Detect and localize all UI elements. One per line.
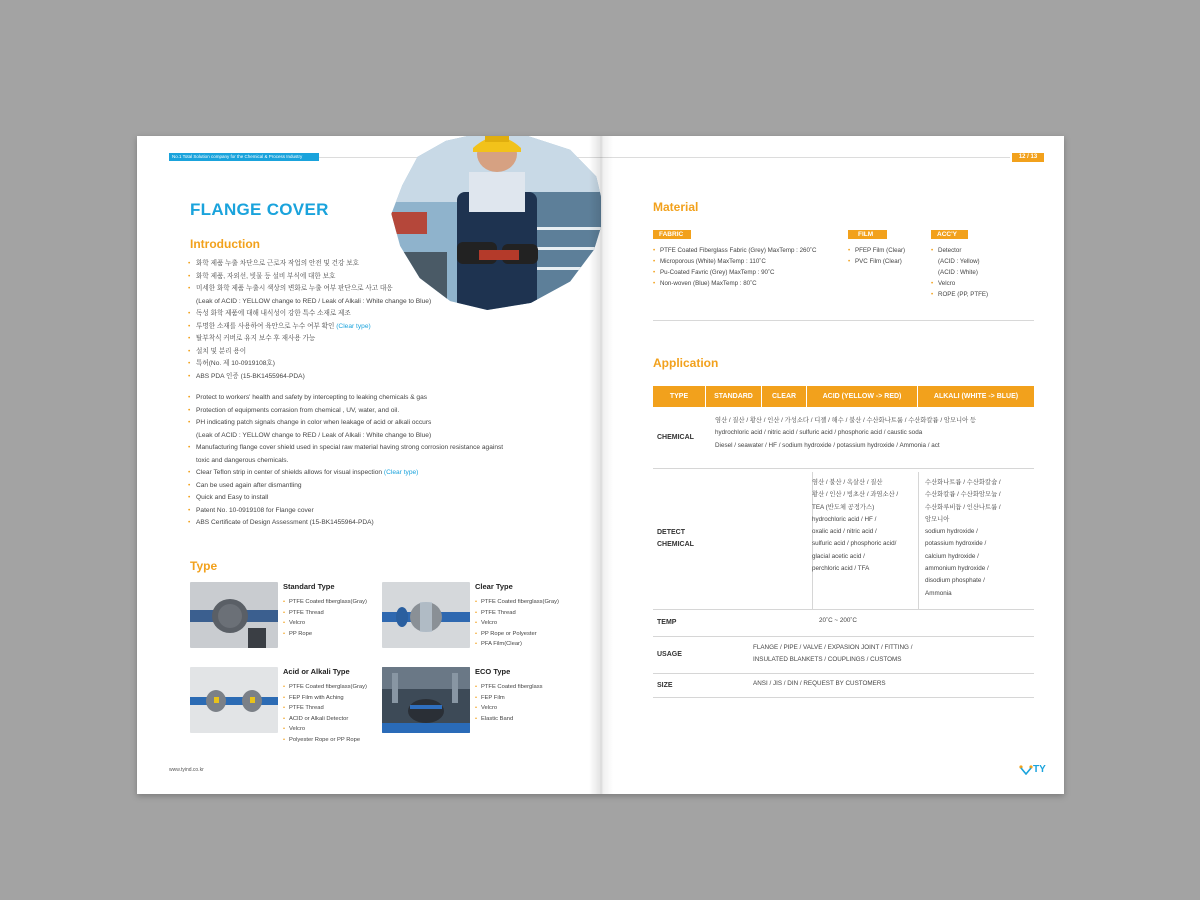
cell-line: glacial acetic acid / (812, 552, 865, 560)
list-item: • PVC Film (Clear) (848, 256, 905, 267)
section-divider (653, 320, 1034, 321)
list-item: • Pu-Coated Favric (Grey) MaxTemp : 90˚C (653, 267, 816, 278)
list-item: toxic and dangerous chemicals. (196, 456, 289, 464)
type-feature-list (475, 597, 559, 650)
column-header: ALKALI (WHITE -> BLUE) (917, 386, 1034, 407)
list-item: • Manufacturing flange cover shield used in special raw material having strong corrosion resistance against (188, 442, 503, 455)
list-item: • FEP Film (475, 693, 543, 704)
list-item: • Polyester Rope or PP Rope (283, 735, 367, 746)
type-title: Clear Type (475, 582, 513, 591)
cell-line: 염산 / 질산 / 황산 / 인산 / 가성소다 / 디젤 / 해수 / 불산 / 수산화나트륨 / 수산화칼륨 / 암모니아 등 (715, 417, 977, 424)
list-item: • ABS Certificate of Design Assessment (15-BK1455964-PDA) (188, 517, 503, 530)
cell-line: oxalic acid / nitric acid / (812, 528, 877, 536)
table-row (653, 637, 1034, 674)
cell-line: hydrochloric acid / HF / (812, 515, 877, 523)
table-row (653, 469, 1034, 610)
row-label: SIZE (657, 681, 673, 689)
film-list (848, 245, 905, 267)
list-item: • ABS PDA 인증 (15-BK1455964-PDA) (188, 371, 431, 384)
accessory-list (931, 245, 988, 300)
list-item: • PH indicating patch signals change in color when leakage of acid or alkali occurs (188, 417, 503, 430)
list-item: • Can be used again after dismantling (188, 480, 503, 493)
english-intro-list (188, 392, 503, 530)
cell-line: disodium phosphate / (925, 577, 985, 585)
row-label: USAGE (657, 651, 682, 658)
accessory-label: ACC'Y (931, 230, 968, 239)
column-header: STANDARD (705, 386, 761, 407)
cell-line: 수산화루비듐 / 인산나트륨 / (925, 503, 1001, 511)
cell-line: perchloric acid / TFA (812, 565, 870, 573)
row-label-line: CHEMICAL (657, 541, 694, 548)
list-item: • 화학 제품, 자외선, 빗물 등 설비 부식에 대한 보호 (188, 271, 431, 284)
column-header: TYPE (669, 393, 689, 400)
cell-line: 염산 / 불산 / 옥살산 / 질산 (812, 479, 883, 486)
cell-line: sodium hydroxide / (925, 528, 978, 536)
right-page (601, 136, 1064, 794)
list-item: • Protection of equipments corrasion from chemical , UV, water, and oil. (188, 405, 503, 418)
application-table (653, 386, 1034, 698)
brochure-spread (137, 136, 1064, 794)
list-item: • PTFE Coated fiberglass(Gray) (283, 682, 367, 693)
alkali-detect-list (925, 477, 1025, 600)
list-item: • PTFE Thread (283, 703, 367, 714)
table-row (653, 610, 1034, 637)
list-item: • Velcro (931, 278, 988, 289)
list-item: • Velcro (283, 618, 367, 629)
list-item: • Quick and Easy to install (188, 492, 503, 505)
table-header (653, 386, 1034, 407)
column-header: CLEAR (761, 386, 806, 407)
header-tagline: No.1 Total Solution company for the Chemical & Process Industry (169, 153, 319, 161)
cell-line: calcium hydroxide / (925, 552, 979, 560)
chemical-cell (707, 407, 1034, 468)
table-row (653, 674, 1034, 698)
list-item: • PTFE Coated fiberglass (475, 682, 543, 693)
list-item: (Leak of ACID : YELLOW change to RED / Leak of Alkali : White change to Blue) (196, 431, 432, 439)
list-item: (ACID : White) (938, 269, 978, 276)
list-item: (Leak of ACID : YELLOW change to RED / Leak of Alkali : White change to Blue) (196, 297, 432, 305)
list-item: • Detector (931, 245, 988, 256)
cell-line: sulfuric acid / phosphoric acid/ (812, 540, 897, 548)
cell-line: 수산화나트륨 / 수산화칼슘 / (925, 479, 1001, 486)
application-heading: Application (653, 356, 719, 370)
list-item: • PTFE Coated fiberglass(Gray) (475, 597, 559, 608)
cell-line: ammonium hydroxide / (925, 565, 989, 573)
list-item: • 특허(No. 제 10-0919108호) (188, 358, 431, 371)
list-item: • PFA Film(Clear) (475, 639, 559, 650)
list-item: • 독성 화학 제품에 대해 내식성이 강한 특수 소재로 제조 (188, 308, 431, 321)
temp-cell: 20˚C ~ 200˚C (819, 617, 857, 624)
list-item: • ROPE (PP, PTFE) (931, 289, 988, 300)
standard-type-photo (190, 582, 278, 648)
header-rule (601, 157, 1010, 158)
cell-line: 황산 / 인산 / 빙초산 / 과염소산 / (812, 491, 899, 499)
list-item-text: Clear Teflon strip in center of shields allows for visual inspection (196, 469, 383, 476)
list-item: • PTFE Coated fiberglass(Gray) (283, 597, 367, 608)
eco-type-photo (382, 667, 470, 733)
list-item: • PP Rope (283, 629, 367, 640)
acid-detect-list (812, 477, 920, 575)
fabric-list (653, 245, 816, 289)
footer-url: www.tyind.co.kr (169, 767, 204, 773)
list-item (188, 321, 431, 334)
acid-alkali-type-photo (190, 667, 278, 733)
list-item: • Velcro (475, 703, 543, 714)
left-page (137, 136, 601, 794)
film-label: FILM (848, 230, 887, 239)
list-item: • 미세한 화학 제품 누출시 색상의 변화로 누출 여부 판단으로 사고 대응 (188, 283, 431, 296)
list-item: (ACID : Yellow) (938, 258, 980, 265)
usage-cell (707, 637, 1034, 673)
material-heading: Material (653, 200, 699, 214)
company-logo (1019, 764, 1046, 775)
size-cell: ANSI / JIS / DIN / REQUEST BY CUSTOMERS (753, 680, 886, 687)
clear-type-note: (Clear type) (383, 469, 419, 476)
type-title: Standard Type (283, 582, 335, 591)
column-header: ACID (YELLOW -> RED) (806, 386, 917, 407)
type-title: ECO Type (475, 667, 511, 676)
logo-mark-icon (1019, 765, 1033, 775)
logo-text: TY (1033, 764, 1046, 775)
type-feature-list (283, 597, 367, 639)
list-item: • Patent No. 10-0919108 for Flange cover (188, 505, 503, 518)
type-title: Acid or Alkali Type (283, 667, 350, 676)
list-item: • PTFE Coated Fiberglass Fabric (Grey) MaxTemp : 260˚C (653, 245, 816, 256)
table-row (653, 407, 1034, 469)
row-label: CHEMICAL (657, 433, 694, 441)
detect-cell (707, 469, 1034, 609)
clear-type-photo (382, 582, 470, 648)
list-item: • Protect to workers' health and safety by intercepting to leaking chemicals & gas (188, 392, 503, 405)
list-item: • PTFE Thread (283, 608, 367, 619)
korean-intro-list (188, 258, 431, 383)
clear-type-note: (Clear type) (336, 322, 371, 330)
cell-line: Ammonia (925, 589, 952, 597)
cell-line: TEA (반도체 공정가스) (812, 503, 875, 511)
list-item (188, 467, 503, 480)
list-item: • 탈부착식 커버로 유지 보수 후 재사용 가능 (188, 333, 431, 346)
row-label-line: DETECT (657, 529, 685, 536)
cell-line: Diesel / seawater / HF / sodium hydroxide / potassium hydroxide / Ammonia / act (715, 441, 940, 449)
page-number: 12 / 13 (1012, 153, 1044, 162)
cell-line: FLANGE / PIPE / VALVE / EXPASION JOINT / FITTING / (753, 644, 913, 651)
cell-line: INSULATED BLANKETS / COUPLINGS / CUSTOMS (753, 656, 902, 664)
list-item: • Microporous (White) MaxTemp : 110˚C (653, 256, 816, 267)
list-item-text: 투명한 소재를 사용하여 육안으로 누수 여부 확인 (196, 322, 335, 330)
list-item: • 화학 제품 누출 차단으로 근로자 작업의 안전 및 건강 보호 (188, 258, 431, 271)
list-item: • PFEP Film (Clear) (848, 245, 905, 256)
list-item: • Non-woven (Blue) MaxTemp : 80˚C (653, 278, 816, 289)
introduction-heading: Introduction (190, 237, 260, 251)
list-item: • FEP Film with Aching (283, 693, 367, 704)
list-item: • Velcro (283, 724, 367, 735)
cell-line: 수산화칼륨 / 수산화암모늄 / (925, 491, 1001, 499)
row-label: TEMP (657, 619, 677, 626)
fabric-label: FABRIC (653, 230, 691, 239)
list-item: • 설치 및 분리 용이 (188, 346, 431, 359)
list-item: • PTFE Thread (475, 608, 559, 619)
type-feature-list (283, 682, 367, 746)
list-item: • PP Rope or Polyester (475, 629, 559, 640)
list-item: • Elastic Band (475, 714, 543, 725)
list-item: • Velcro (475, 618, 559, 629)
cell-line: potassium hydroxide / (925, 540, 987, 548)
cell-line: 암모니아 (925, 515, 950, 523)
page-title: FLANGE COVER (190, 200, 329, 219)
type-heading: Type (190, 559, 218, 573)
type-feature-list (475, 682, 543, 724)
row-label (653, 469, 707, 609)
list-item: • ACID or Alkali Detector (283, 714, 367, 725)
cell-line: hydrochloric acid / nitric acid / sulfuric acid / phosphoric acid / caustic soda (715, 429, 923, 437)
